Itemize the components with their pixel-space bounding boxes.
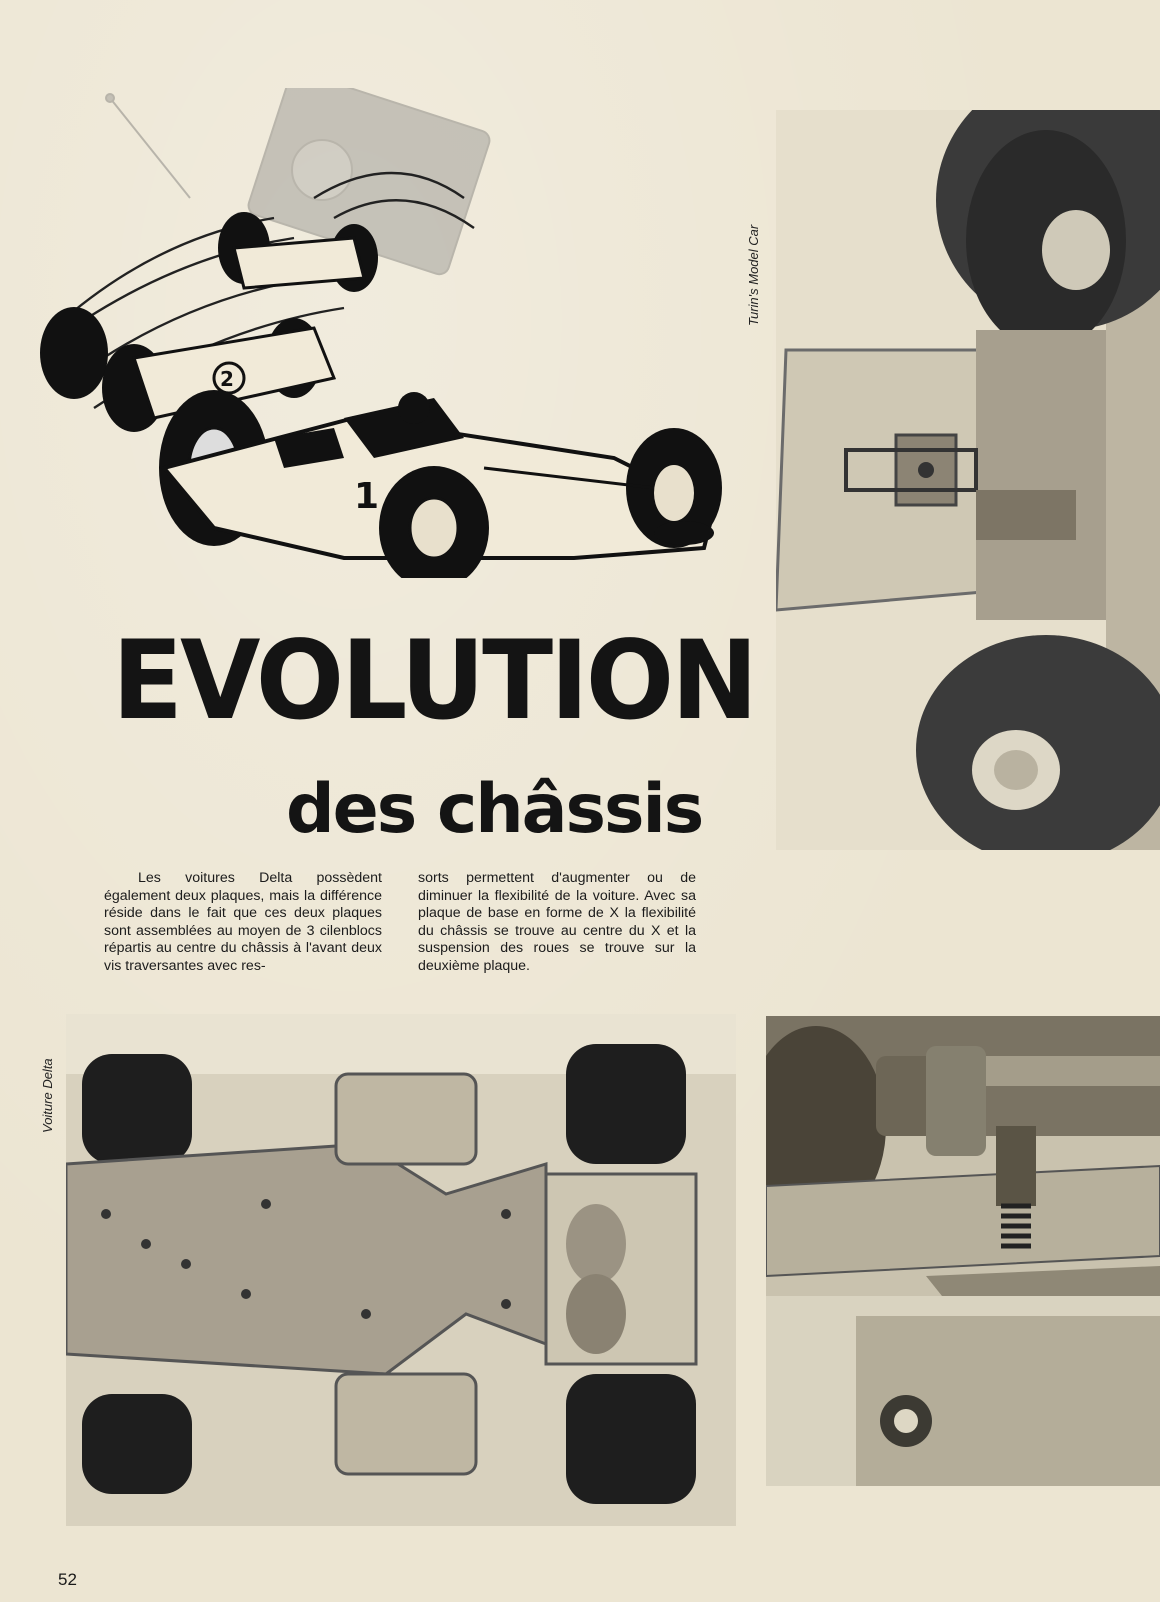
delta-chassis-photo xyxy=(66,1014,736,1526)
delta-car-caption: Voiture Delta xyxy=(40,1058,55,1133)
chassis-front-photo xyxy=(776,110,1160,850)
article-subtitle: des châssis xyxy=(286,770,703,849)
page-number: 52 xyxy=(58,1570,77,1589)
photo-credit-caption: Turin's Model Car xyxy=(746,224,761,326)
article-title: EVOLUTION xyxy=(112,615,756,745)
racing-cars-illustration xyxy=(14,88,744,578)
body-column-1: Les voitures Delta possèdent également deux plaques, mais la différence réside dans le fait que ces deux plaques sont assemblées au moyen de 3 cilenblocs répartis au centre du châssis à l'avant deux vis traversantes avec res- xyxy=(104,870,382,974)
body-column-2: sorts permettent d'augmenter ou de diminuer la flexibilité de la voiture. Avec sa plaque de base en forme de X la flexibilité du châssis se trouve au centre du X et la suspension des roues se trouve sur la deuxième plaque. xyxy=(418,870,696,974)
suspension-detail-photo xyxy=(766,1016,1160,1486)
svg-text:2: 2 xyxy=(220,367,234,391)
svg-text:1: 1 xyxy=(354,476,380,517)
